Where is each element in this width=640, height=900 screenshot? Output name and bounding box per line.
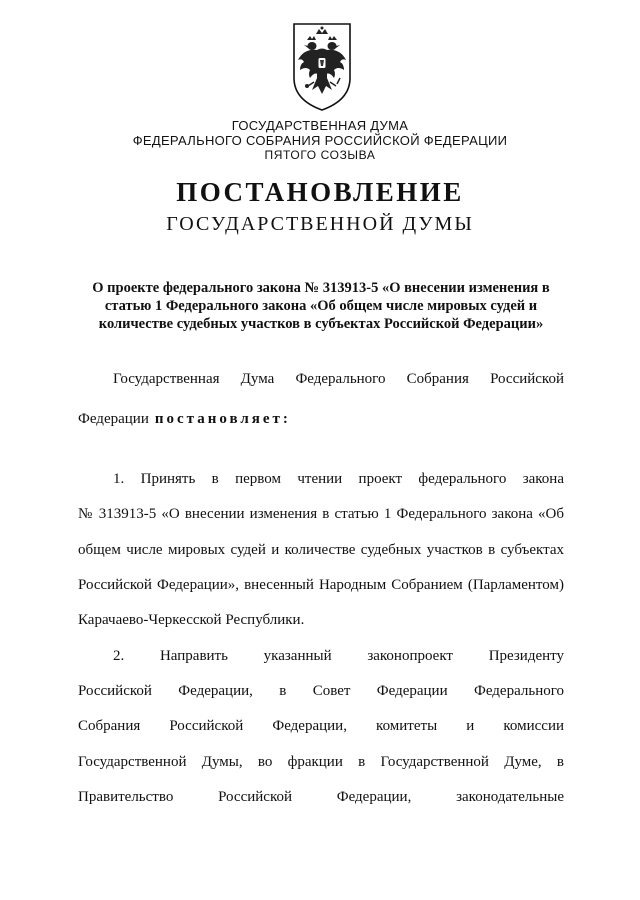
item-1-line: Российской Федерации», внесенный Народным Собранием (Парламентом) <box>78 577 564 593</box>
preamble-line: Государственная Дума Федерального Собрания Российской <box>113 371 564 387</box>
operative-verb: постановляет: <box>154 411 291 427</box>
item-2-line: 2. Направить указанный законопроект Президенту <box>113 648 564 664</box>
document-title: ПОСТАНОВЛЕНИЕ <box>176 177 464 207</box>
item-1-line: № 313913-5 «О внесении изменения в статью 1 Федерального закона «Об <box>78 506 564 522</box>
item-1-line: 1. Принять в первом чтении проект федерального закона <box>113 471 564 487</box>
subject-line: статью 1 Федерального закона «Об общем числе мировых судей и <box>104 298 538 314</box>
preamble-subject: Федерации <box>78 411 149 427</box>
preamble-line <box>78 410 564 428</box>
item-2-line: Собрания Российской Федерации, комитеты и комиссии <box>78 718 564 734</box>
document-subtitle: ГОСУДАРСТВЕННОЙ ДУМЫ <box>166 213 474 235</box>
state-emblem-icon <box>290 20 354 112</box>
subject-line: количестве судебных участков в субъектах Российской Федерации» <box>98 316 544 332</box>
item-2-line: Правительство Российской Федерации, законодательные <box>78 789 564 805</box>
issuer-parliament: ФЕДЕРАЛЬНОГО СОБРАНИЯ РОССИЙСКОЙ ФЕДЕРАЦИИ <box>132 133 508 148</box>
convocation: ПЯТОГО СОЗЫВА <box>264 148 376 162</box>
item-2-line: Российской Федерации, в Совет Федерации Федерального <box>78 683 564 699</box>
item-1-line: Карачаево-Черкесской Республики. <box>78 612 305 628</box>
item-2-line: Государственной Думы, во фракции в Государственной Думе, в <box>78 754 564 770</box>
item-1-line: общем числе мировых судей и количестве судебных участков в субъектах <box>78 542 564 558</box>
subject-line: О проекте федерального закона № 313913-5 «О внесении изменения в <box>92 280 550 296</box>
issuer-name: ГОСУДАРСТВЕННАЯ ДУМА <box>231 118 409 133</box>
